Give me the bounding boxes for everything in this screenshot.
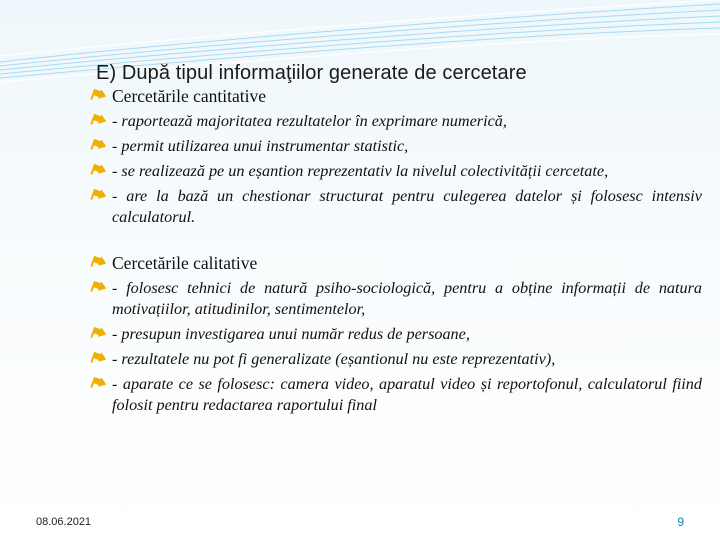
arrow-bullet-icon [90, 326, 108, 342]
list-item: - rezultatele nu pot fi generalizate (eșantionul nu este reprezentativ), [90, 349, 702, 370]
list-item: - aparate ce se folosesc: camera video, aparatul video și reportofonul, calculatorul fiind folosit pentru redactarea raportului final [90, 374, 702, 416]
arrow-bullet-icon [90, 255, 108, 271]
arrow-bullet-icon [90, 280, 108, 296]
footer-date: 08.06.2021 [36, 516, 92, 528]
slide-title: E) După tipul informaţiilor generate de cercetare [96, 62, 527, 84]
arrow-bullet-icon [90, 113, 108, 129]
list-item: - permit utilizarea unui instrumentar statistic, [90, 136, 702, 157]
section-heading-qualitative: Cercetările calitative [90, 253, 702, 274]
page-number: 9 [677, 515, 684, 529]
arrow-bullet-icon [90, 188, 108, 204]
list-item: - are la bază un chestionar structurat pentru culegerea datelor și folosesc intensiv calculatorul. [90, 186, 702, 228]
list-item: - se realizează pe un eșantion reprezentativ la nivelul colectivității cercetate, [90, 161, 702, 182]
list-item: - raportează majoritatea rezultatelor în exprimare numerică, [90, 111, 702, 132]
slide-content [90, 86, 702, 420]
arrow-bullet-icon [90, 88, 108, 104]
list-item: - presupun investigarea unui număr redus de persoane, [90, 324, 702, 345]
section-heading-quantitative: Cercetările cantitative [90, 86, 702, 107]
arrow-bullet-icon [90, 376, 108, 392]
list-item: - folosesc tehnici de natură psiho-sociologică, pentru a obține informații de natura motivațiilor, atitudinilor, sentimentelor, [90, 278, 702, 320]
arrow-bullet-icon [90, 163, 108, 179]
arrow-bullet-icon [90, 138, 108, 154]
arrow-bullet-icon [90, 351, 108, 367]
